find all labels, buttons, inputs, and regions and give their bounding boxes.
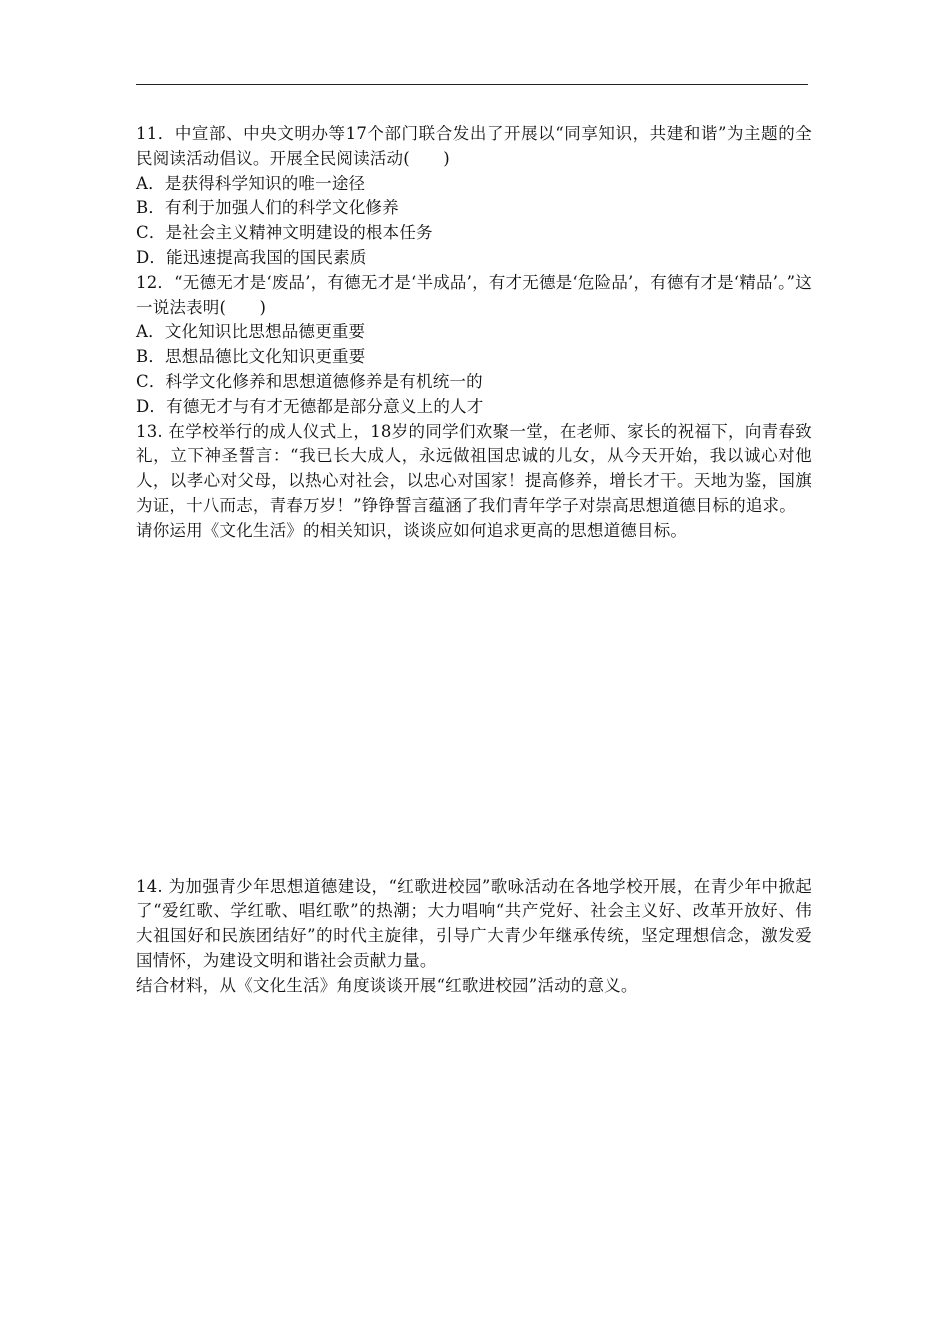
question-prompt: 请你运用《文化生活》的相关知识，谈谈应如何追求更高的思想道德目标。 [136,520,688,540]
question-stem: 12．“无德无才是‘废品’，有德无才是‘半成品’，有才无德是‘危险品’，有德有才是‘精品’。”这一说法表明( ) [136,272,812,317]
option-b: B．有利于加强人们的科学文化修养 [136,198,399,218]
answer-space [136,544,812,875]
option-b: B．思想品德比文化知识更重要 [136,347,366,367]
question-prompt: 结合材料，从《文化生活》角度谈谈开展“红歌进校园”活动的意义。 [136,975,638,995]
option-d: D．能迅速提高我国的国民素质 [136,247,367,267]
header-rule [136,84,808,85]
option-d: D．有德无才与有才无德都是部分意义上的人才 [136,396,484,416]
question-stem: 11．中宣部、中央文明办等17个部门联合发出了开展以“同享知识，共建和谐”为主题的全民阅读活动倡议。开展全民阅读活动( ) [136,124,812,168]
question-11 [136,122,812,271]
option-a: A．是获得科学知识的唯一途径 [136,173,366,193]
option-c: C．是社会主义精神文明建设的根本任务 [136,223,433,243]
exam-content [136,122,812,999]
question-12 [136,271,812,420]
question-13 [136,420,812,544]
question-material: 14. 为加强青少年思想道德建设，“红歌进校园”歌咏活动在各地学校开展，在青少年中掀起了“爱红歌、学红歌、唱红歌”的热潮；大力唱响“共产党好、社会主义好、改革开放好、伟大祖国好和民族团结好”的时代主旋律，引导广大青少年继承传统，坚定理想信念，激发爱国情怀，为建设文明和谐社会贡献力量。 [136,876,812,970]
question-14 [136,875,812,999]
option-a: A．文化知识比思想品德更重要 [136,322,366,342]
question-material: 13. 在学校举行的成人仪式上，18岁的同学们欢聚一堂，在老师、家长的祝福下，向青春致礼，立下神圣誓言：“我已长大成人，永远做祖国忠诚的儿女，从今天开始，我以诚心对他人，以孝心对父母，以热心对社会，以忠心对国家！提高修养，增长才干。天地为鉴，国旗为证，十八而志，青春万岁！”铮铮誓言蕴涵了我们青年学子对崇高思想道德目标的追求。 [136,421,812,515]
option-c: C．科学文化修养和思想道德修养是有机统一的 [136,371,483,391]
